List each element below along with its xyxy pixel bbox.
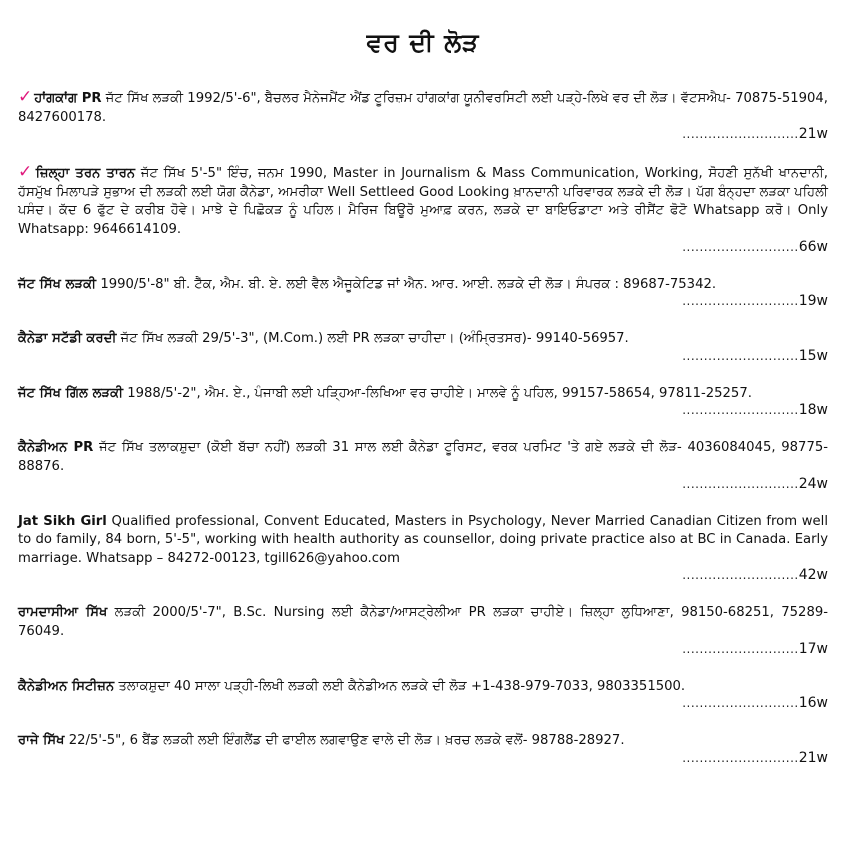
ad-body (18, 439, 828, 476)
ad-code-row (18, 475, 828, 493)
ad-lead: ਰਾਮਦਾਸੀਆ ਸਿੱਖ (18, 605, 108, 621)
ad-text: Qualified professional, Convent Educated, Masters in Psychology, Never Married Canadian Citizen from well to do family, 84 born, 5'-5", working with health authority as counsellor, doing private practice also at BC in Canada. Early marriage. Whatsapp – 84272-00123, tgill626@yahoo.com (18, 513, 828, 566)
checkmark-icon: ✓ (18, 87, 33, 107)
ad-lead: ਜੱਟ ਸਿੱਖ ਗਿੱਲ ਲੜਕੀ (18, 385, 124, 401)
ad-code-row (18, 238, 828, 256)
ad-leader-dots: ........................... (682, 641, 799, 656)
ad-code: 17w (798, 640, 828, 657)
ad-lead: ਕੈਨੇਡੀਅਨ ਸਿਟੀਜ਼ਨ (18, 678, 115, 694)
ad-listing (18, 732, 828, 767)
ad-listing (18, 163, 828, 255)
ad-lead: ਹਾਂਗਕਾਂਗ PR (34, 91, 102, 106)
page-title: ਵਰ ਦੀ ਲੋੜ (366, 28, 480, 57)
ad-body (18, 88, 828, 127)
ad-text: 1988/5'-2", ਐਮ. ਏ., ਪੰਜਾਬੀ ਲਈ ਪੜ੍ਹਿਆ-ਲਿਖਿਆ ਵਰ ਚਾਹੀਏ। ਮਾਲਵੇ ਨੂੰ ਪਹਿਲ, 99157-58654, 97811-25257. (123, 385, 752, 401)
ad-leader-dots: ........................... (682, 294, 799, 309)
ad-leader-dots: ........................... (682, 696, 799, 711)
ad-code: 21w (798, 126, 828, 143)
ad-body (18, 163, 828, 239)
ad-listing (18, 330, 828, 365)
ad-text: ਜੱਟ ਸਿੱਖ 5'-5" ਇੰਚ, ਜਨਮ 1990, Master in Journalism & Mass Communication, Working, ਸੋਹਣੀ ਸੁਨੱਖੀ ਖਾਨਦਾਨੀ, ਹੱਸਮੁੱਖ ਮਿਲਾਪੜੇ ਸੁਭਾਅ ਦੀ ਲੜਕੀ ਲਈ ਯੋਗ ਕੈਨੇਡਾ, ਅਮਰੀਕਾ Well Settleed Good Looking ਖ਼ਾਨਦਾਨੀ ਪਰਿਵਾਰਕ ਲੜਕੇ ਦੀ ਲੋੜ। ਪੱਗ ਬੰਨ੍ਹਦਾ ਲੜਕਾ ਪਹਿਲੀ ਪਸੰਦ। ਕੱਦ 6 ਫੁੱਟ ਦੇ ਕਰੀਬ ਹੋਵੇ। ਮਾਝੇ ਦੇ ਪਿਛੋਕੜ ਨੂੰ ਪਹਿਲ। ਮੈਰਿਜ ਬਿਊਰੋ ਮੁਆਫ਼ ਕਰਨ, ਲੜਕੇ ਦਾ ਬਾਇਓਡਾਟਾ ਅਤੇ ਰੀਸੈਂਟ ਫੋਟੋ Whatsapp ਕਰੋ। Only Whatsapp: 9646614109. (18, 166, 828, 237)
ad-lead: ਜੱਟ ਸਿੱਖ ਲੜਕੀ (18, 276, 97, 292)
ad-code: 18w (798, 402, 828, 419)
ad-listing (18, 88, 828, 143)
ad-code-row (18, 640, 828, 658)
ad-text: 22/5'-5", 6 ਬੈਂਡ ਲੜਕੀ ਲਈ ਇੰਗਲੈਂਡ ਦੀ ਫਾਈਲ ਲਗਵਾਉਣ ਵਾਲੇ ਦੀ ਲੋੜ। ਖ਼ਰਚ ਲੜਕੇ ਵਲੋਂ- 98788-28927. (64, 733, 625, 749)
ad-code: 15w (798, 347, 828, 364)
ad-code: 24w (798, 475, 828, 492)
ad-code: 66w (798, 238, 828, 255)
ad-listing (18, 276, 828, 311)
ad-leader-dots: ........................... (682, 750, 799, 765)
ad-text: ਤਲਾਕਸ਼ੁਦਾ 40 ਸਾਲਾ ਪੜ੍ਹੀ-ਲਿਖੀ ਲੜਕੀ ਲਈ ਕੈਨੇਡੀਅਨ ਲੜਕੇ ਦੀ ਲੋੜ +1-438-979-7033, 9803351500. (114, 678, 686, 694)
ad-listing (18, 439, 828, 492)
ad-code: 42w (798, 567, 828, 584)
ad-code-row (18, 347, 828, 365)
ad-lead: ਕੈਨੇਡੀਅਨ PR (18, 440, 94, 456)
ad-body (18, 604, 828, 641)
ad-listing (18, 385, 828, 420)
ad-leader-dots: ........................... (682, 239, 799, 254)
ad-code-row (18, 566, 828, 584)
ad-body (18, 513, 828, 569)
checkmark-icon: ✓ (18, 162, 34, 183)
ad-listing (18, 678, 828, 713)
ad-leader-dots: ........................... (682, 568, 799, 583)
ad-text: ਜੱਟ ਸਿੱਖ ਲੜਕੀ 1992/5'-6", ਬੈਚਲਰ ਮੈਨੇਜਮੈਂਟ ਐਂਡ ਟੂਰਿਜ਼ਮ ਹਾਂਗਕਾਂਗ ਯੂਨੀਵਰਸਿਟੀ ਲਈ ਪੜ੍ਹੇ-ਲਿਖੇ ਵਰ ਦੀ ਲੋੜ। ਵੱਟਸਐਪ- 70875-51904, 8427600178. (18, 91, 828, 125)
ad-code-row (18, 694, 828, 712)
ad-lead: ਜ਼ਿਲ੍ਹਾ ਤਰਨ ਤਾਰਨ (35, 166, 136, 182)
ad-leader-dots: ........................... (682, 348, 799, 363)
ad-code-row (18, 292, 828, 310)
ads-list (18, 88, 828, 767)
ad-lead: ਰਾਜੇ ਸਿੱਖ (18, 733, 65, 749)
ad-code: 21w (798, 749, 828, 766)
ad-lead: ਕੈਨੇਡਾ ਸਟੱਡੀ ਕਰਦੀ (18, 331, 117, 347)
ad-listing (18, 604, 828, 657)
ad-leader-dots: ........................... (682, 476, 799, 491)
ad-lead: Jat Sikh Girl (18, 513, 107, 529)
ad-code-row (18, 401, 828, 419)
ad-text: ਲੜਕੀ 2000/5'-7", B.Sc. Nursing ਲਈ ਕੈਨੇਡਾ/ਆਸਟ੍ਰੇਲੀਆ PR ਲੜਕਾ ਚਾਹੀਏ। ਜ਼ਿਲ੍ਹਾ ਲੁਧਿਆਣਾ, 98150-68251, 75289-76049. (18, 605, 828, 639)
ad-leader-dots: ........................... (682, 127, 799, 142)
ad-code: 19w (798, 293, 828, 310)
ad-text: ਜੱਟ ਸਿੱਖ ਤਲਾਕਸ਼ੁਦਾ (ਕੋਈ ਬੱਚਾ ਨਹੀਂ) ਲੜਕੀ 31 ਸਾਲ ਲਈ ਕੈਨੇਡਾ ਟੂਰਿਸਟ, ਵਰਕ ਪਰਮਿਟ 'ਤੇ ਗਏ ਲੜਕੇ ਦੀ ਲੋੜ- 4036084045, 98775-88876. (18, 440, 828, 474)
ad-code-row (18, 749, 828, 767)
ad-code-row (18, 125, 828, 143)
ad-leader-dots: ........................... (682, 403, 799, 418)
ad-listing (18, 513, 828, 585)
ad-code: 16w (798, 695, 828, 712)
ad-text: ਜੱਟ ਸਿੱਖ ਲੜਕੀ 29/5'-3", (M.Com.) ਲਈ PR ਲੜਕਾ ਚਾਹੀਦਾ। (ਅੰਮ੍ਰਿਤਸਰ)- 99140-56957. (116, 331, 629, 347)
ad-text: 1990/5'-8" ਬੀ. ਟੈੱਕ, ਐਮ. ਬੀ. ਏ. ਲਈ ਵੈਲ ਐਜੂਕੇਟਿਡ ਜਾਂ ਐਨ. ਆਰ. ਆਈ. ਲੜਕੇ ਦੀ ਲੋੜ। ਸੰਪਰਕ : 89687-75342. (96, 276, 717, 292)
